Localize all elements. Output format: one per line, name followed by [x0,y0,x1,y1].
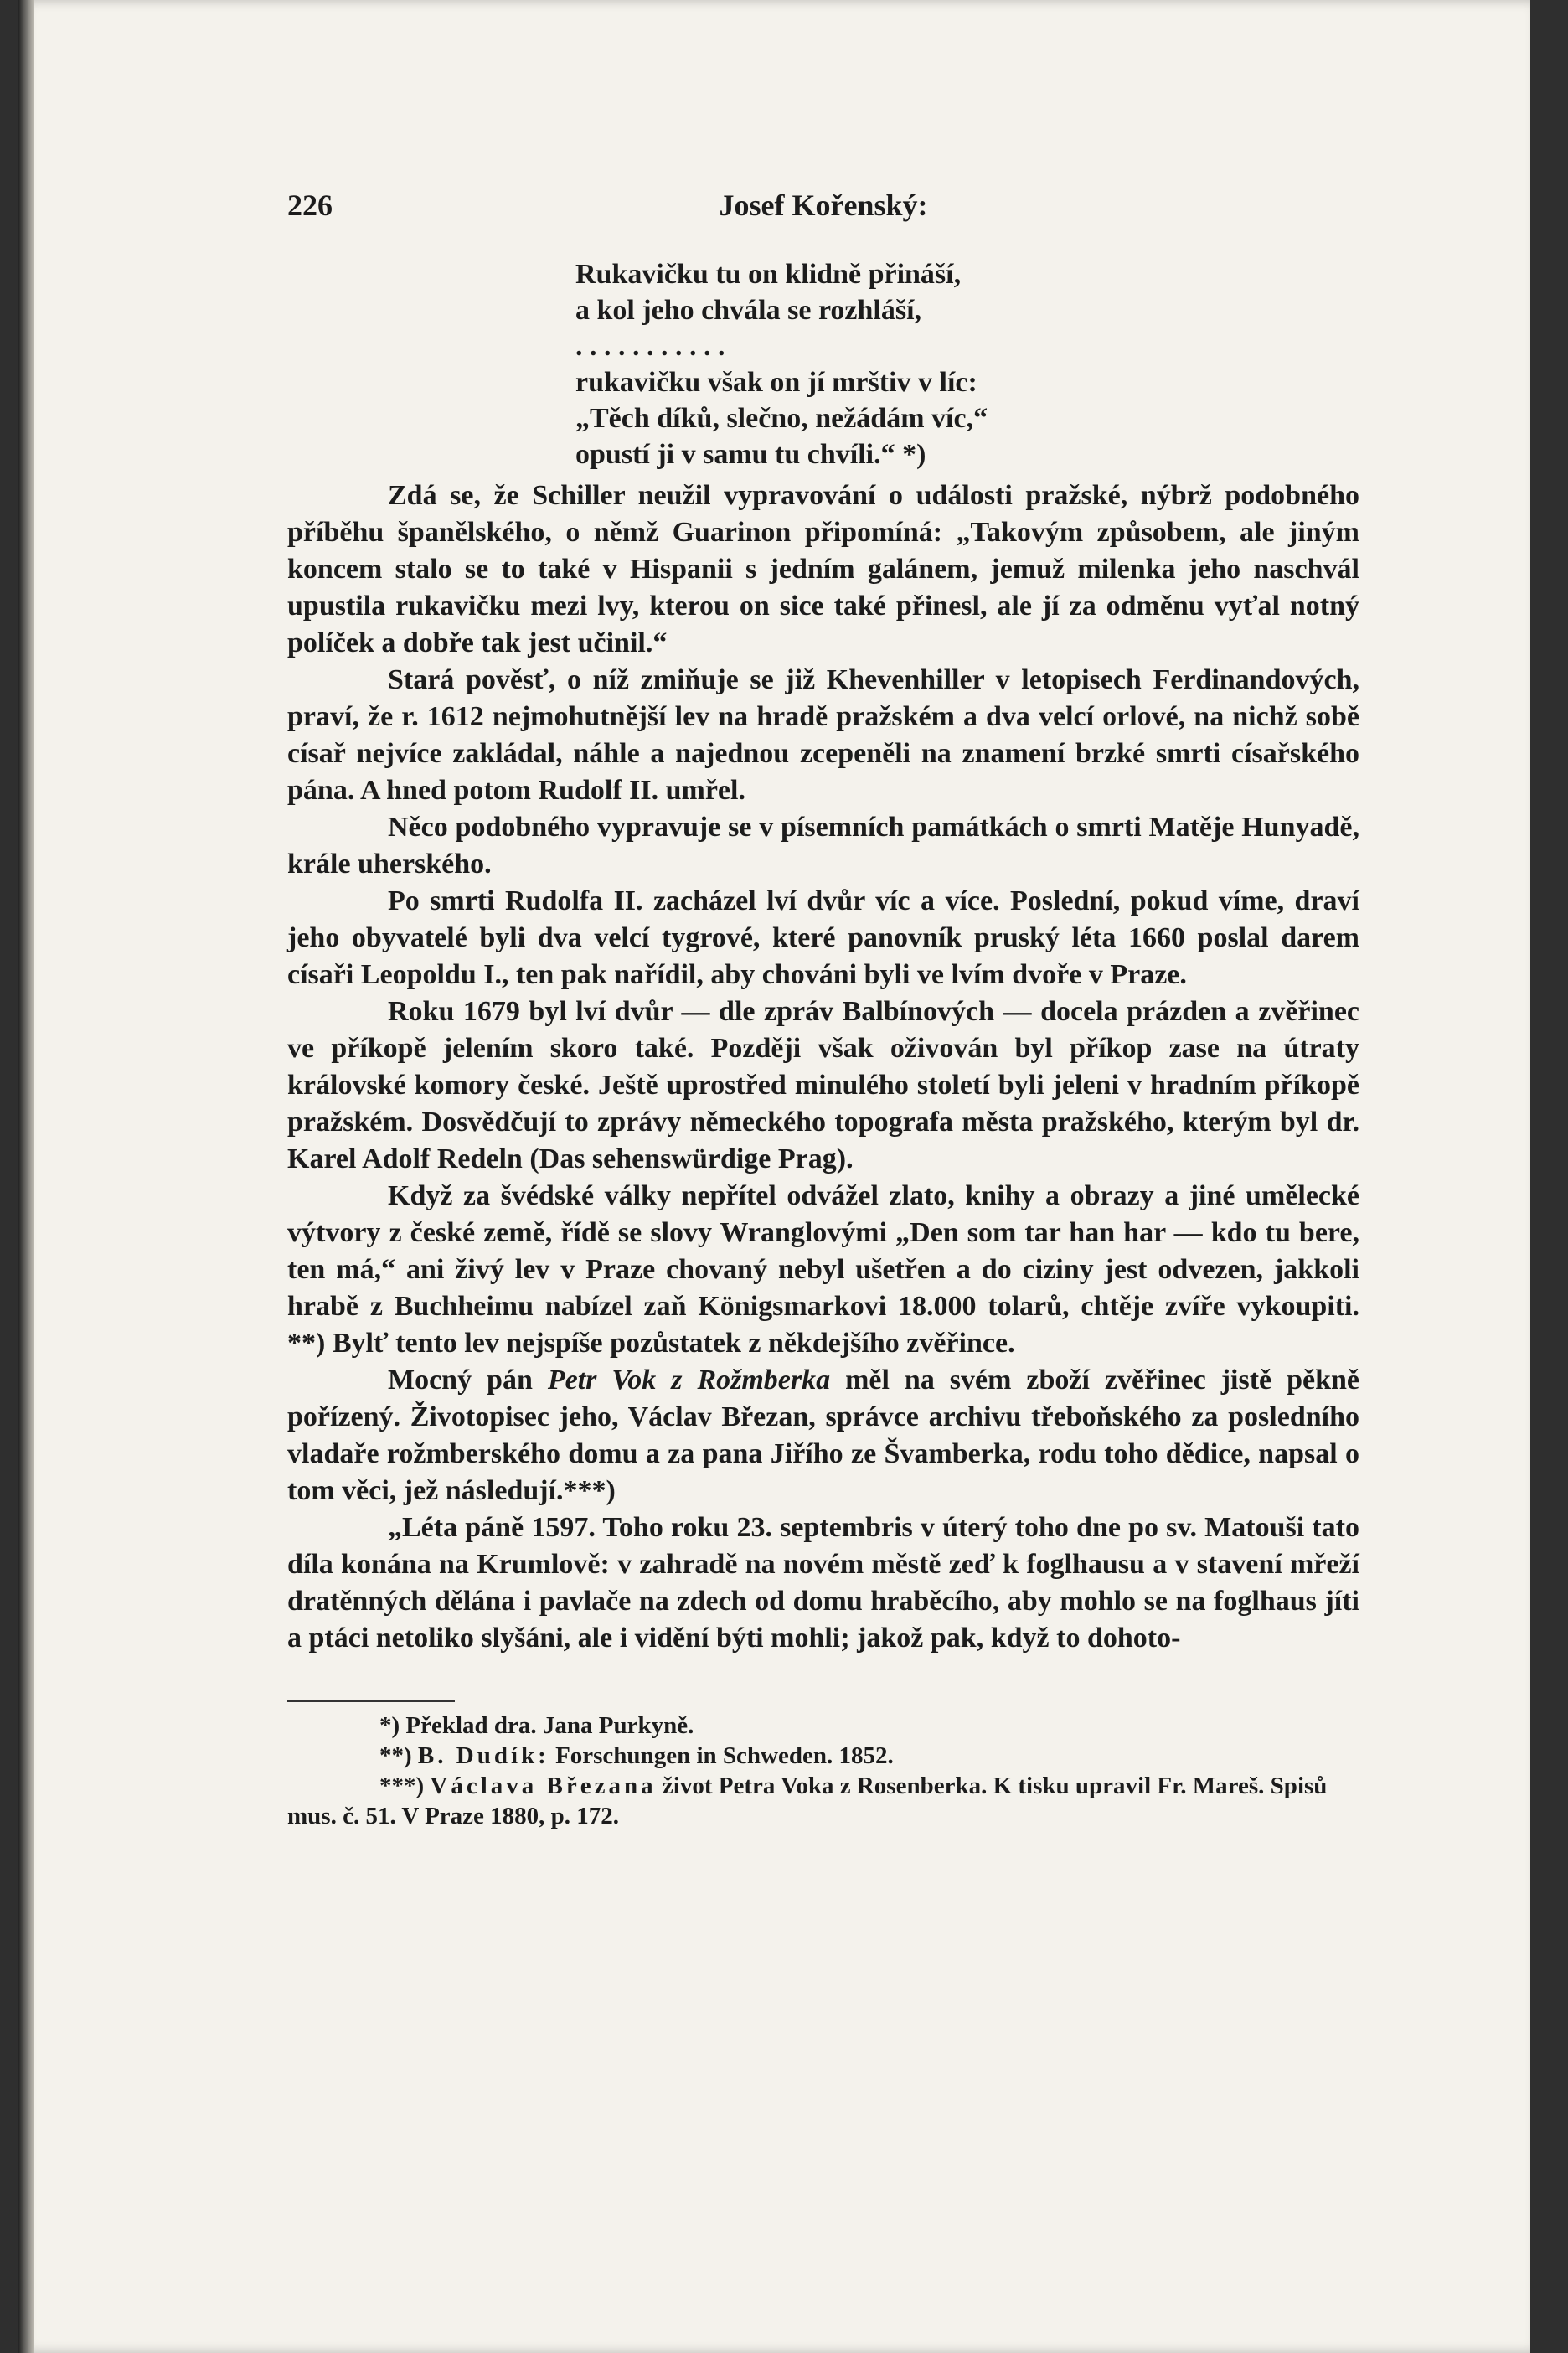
verse-line: „Těch díků, slečno, nežádám víc,“ [575,403,988,434]
italic-name: Petr Vok z Rožmberka [547,1365,831,1396]
paragraph: Stará pověsť, o níž zmiňuje se již Khevenhiller v letopisech Ferdinandových, praví, že r. 1612 nejmohutnější lev na hradě pražském a dva velcí orlové, na nichž sobě císař nejvíce zakládal, náhle a najednou zcepeněli na znamení brzké smrti císařského pána. A hned potom Rudolf II. umřel. [287,664,1359,806]
body-text [287,477,1359,1657]
paragraph [287,1362,1359,1509]
paragraph: Po smrti Rudolfa II. zacházel lví dvůr víc a více. Poslední, pokud víme, draví jeho obyvatelé byli dva velcí tygrové, které panovník pruský léta 1660 poslal darem císaři Leopoldu I., ten pak nařídil, aby chováni byli ve lvím dvoře v Praze. [287,885,1359,990]
running-title: Josef Kořenský: [719,188,928,222]
footnote-text: život Petra Voka z Rosenberka. K tisku upravil Fr. Mareš. Spisů mus. č. 51. V Praze 1880, p. 172. [287,1772,1328,1829]
footnotes [287,1711,1359,1831]
paragraph: Roku 1679 byl lví dvůr — dle zpráv Balbínových — docela prázden a zvěřinec ve příkopě jelením skoro také. Později však oživován byl příkop zase na útraty královské komory české. Ještě uprostřed minulého století byli jeleni v hradním příkopě pražském. Dosvědčují to zprávy německého topografa města pražského, kterým byl dr. Karel Adolf Redeln (Das sehenswürdige Prag). [287,996,1359,1174]
page-header [287,168,1359,235]
verse-block [575,256,1359,472]
footnote [287,1771,1359,1831]
verse-line: opustí ji v samu tu chvíli.“ *) [575,439,926,470]
paragraph: Něco podobného vypravuje se v písemních památkách o smrti Matěje Hunyadě, krále uherského. [287,812,1359,880]
paragraph: Když za švédské války nepřítel odvážel zlato, knihy a obrazy a jiné umělecké výtvory z české země, řídě se slovy Wranglovými „Den som tar han har — kdo tu bere, ten má,“ ani živý lev v Praze chovaný nebyl ušetřen a do ciziny jest odvezen, jakkoli hrabě z Buchheimu nabízel zaň Königsmarkovi 18.000 tolarů, chtěje zvíře vykoupiti. **) Bylť tento lev nejspíše pozůstatek z někdejšího zvěřince. [287,1180,1359,1359]
verse-ellipsis: . . . . . . . . . . . [575,331,725,362]
verse-line: a kol jeho chvála se rozhláší, [575,295,922,326]
footnote-author: Václava Březana [430,1772,657,1799]
footnote-mark: ***) [379,1772,431,1799]
paragraph: „Léta páně 1597. Toho roku 23. septembris v úterý toho dne po sv. Matouši tato díla konána na Krumlově: v zahradě na novém městě zeď k foglhausu a v stavení mřeží dratěnných dělána i pavlače na zdech od domu hraběcího, aby mohlo se na foglhaus jíti a ptáci netoliko slyšáni, ale i vidění býti mohli; jakož pak, když to dohoto- [287,1512,1359,1654]
paragraph-text: měl na svém zboží zvěřinec jistě pěkně pořízený. Životopisec jeho, Václav Březan, správce archivu třeboňského za posledního vladaře rožmberského domu a za pana Jiřího ze Švamberka, rodu toho dědice, napsal o tom věci, jež následují.***) [287,1365,1359,1506]
page-number: 226 [287,188,333,222]
footnote-rule [287,1700,455,1702]
footnote-author: B. Dudík: [417,1742,549,1769]
footnote-text: Forschungen in Schweden. 1852. [549,1742,894,1769]
paragraph: Zdá se, že Schiller neužil vypravování o události pražské, nýbrž podobného příběhu španělského, o němž Guarinon připomíná: „Takovým způsobem, ale jiným koncem stalo se to také v Hispanii s jedním galánem, jemuž milenka jeho naschvál upustila rukavičku mezi lvy, kterou on sice také přinesl, ale jí za odměnu vyťal notný políček a dobře tak jest učinil.“ [287,480,1359,658]
paragraph-text: Mocný pán [388,1365,548,1396]
footnote: *) Překlad dra. Jana Purkyně. [379,1712,694,1739]
verse-line: Rukavičku tu on klidně přináší, [575,259,962,290]
footnote-mark: **) [379,1742,418,1769]
page-spine-shadow [18,0,34,2353]
verse-line: rukavičku však on jí mrštiv v líc: [575,367,977,398]
footnote [287,1741,1359,1771]
page-content [287,168,1359,1831]
